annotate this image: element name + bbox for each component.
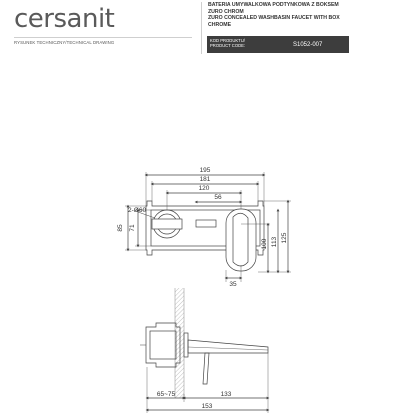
dim-diameter: 2-Ø60 bbox=[128, 207, 147, 214]
side-dimension-labels bbox=[157, 391, 232, 410]
front-dimension-labels bbox=[117, 167, 288, 288]
product-code: S1052-007 bbox=[293, 41, 323, 48]
dim-height-right-3: 125 bbox=[281, 232, 288, 244]
wall-section bbox=[175, 288, 184, 398]
dim-width-total: 195 bbox=[199, 167, 211, 174]
dim-width-mid: 181 bbox=[199, 176, 211, 183]
dim-height-right-2: 113 bbox=[271, 236, 278, 248]
brand-logo: cersanit bbox=[14, 4, 115, 34]
side-box-inner bbox=[150, 331, 176, 359]
dim-width-inner: 120 bbox=[198, 185, 210, 192]
dim-width-center: 56 bbox=[214, 194, 222, 201]
dim-height-right-1: 100 bbox=[261, 238, 268, 250]
side-spout bbox=[188, 340, 268, 353]
dim-height-left-outer: 85 bbox=[117, 224, 124, 232]
code-label-line-1: KOD PRODUKTU/ bbox=[210, 38, 245, 43]
title-line-2: ZURO CHROM bbox=[208, 8, 244, 15]
code-label-line-2: PRODUCT CODE: bbox=[210, 43, 246, 48]
side-plate bbox=[184, 333, 188, 357]
dim-spout-reach: 133 bbox=[220, 391, 232, 398]
dim-bottom-offset: 35 bbox=[229, 281, 237, 288]
dim-wall-range: 65~75 bbox=[156, 391, 176, 398]
handle-plate bbox=[226, 209, 256, 271]
dim-height-left-inner: 71 bbox=[129, 224, 136, 232]
center-element bbox=[196, 220, 216, 227]
title-line-3: ZURO CONCEALED WASHBASIN FAUCET WITH BOX bbox=[208, 15, 340, 21]
title-line-4: CHROME bbox=[208, 21, 232, 28]
left-port-bar bbox=[152, 219, 182, 229]
side-lever bbox=[203, 353, 209, 384]
dim-total-depth: 153 bbox=[201, 403, 213, 410]
drawing-subtitle: RYSUNEK TECHNICZNY/TECHNICAL DRAWING bbox=[14, 40, 115, 45]
title-line-1: BATERIA UMYWALKOWA PODTYNKOWA Z BOKSEM bbox=[208, 2, 339, 8]
